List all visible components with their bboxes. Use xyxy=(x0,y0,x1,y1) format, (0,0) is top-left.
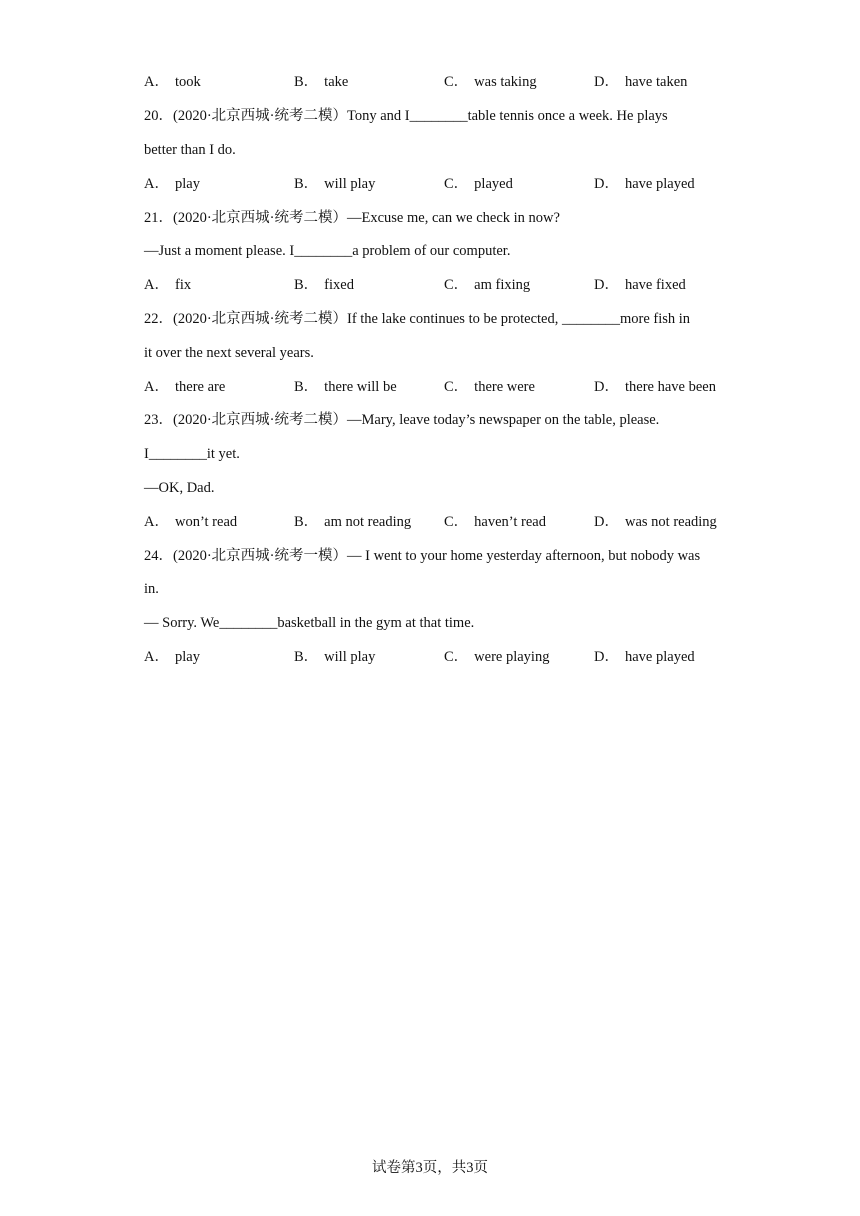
option-letter: D． xyxy=(594,379,619,395)
q22-option-c xyxy=(444,377,535,397)
q22-option-b xyxy=(294,377,397,397)
q22-option-d xyxy=(594,377,716,397)
q21-option-b xyxy=(294,275,354,295)
q20-stem-line-2: better than I do. xyxy=(144,142,236,158)
option-letter: D． xyxy=(594,277,619,293)
option-letter: A． xyxy=(144,514,169,530)
option-text: fixed xyxy=(324,277,354,293)
option-letter: A． xyxy=(144,176,169,192)
option-text: there were xyxy=(474,379,535,395)
option-letter: D． xyxy=(594,74,619,90)
option-text: play xyxy=(174,176,200,192)
q22-stem-line-2: it over the next several years. xyxy=(144,345,314,361)
option-letter: C． xyxy=(444,277,469,293)
q22-option-a xyxy=(144,377,225,397)
q24-option-c xyxy=(444,647,549,667)
q24-option-d xyxy=(594,647,695,667)
option-text: there have been xyxy=(624,379,716,395)
q21-option-d xyxy=(594,275,686,295)
option-text: will play xyxy=(324,649,376,665)
q19-option-c xyxy=(444,72,537,92)
option-text: fix xyxy=(174,277,192,293)
q23-option-b xyxy=(294,512,411,532)
q22-stem-line-1: 22．(2020·北京西城·统考二模）If the lake continues to be protected, ________more fish in xyxy=(144,311,691,327)
option-letter: A． xyxy=(144,649,169,665)
option-text: am not reading xyxy=(324,514,412,530)
option-letter: A． xyxy=(144,74,169,90)
q21-stem-line-1: 21．(2020·北京西城·统考二模）—Excuse me, can we check in now? xyxy=(144,210,560,226)
page-footer: 试卷第3页，共3页 xyxy=(372,1160,488,1176)
option-text: there will be xyxy=(324,379,397,395)
q20-option-b xyxy=(294,174,375,194)
q24-stem-line-2: in. xyxy=(144,581,159,597)
q24-stem-line-3: — Sorry. We________basketball in the gym at that time. xyxy=(144,615,475,631)
option-letter: C． xyxy=(444,649,469,665)
q23-option-d xyxy=(594,512,717,532)
q24-option-b xyxy=(294,647,375,667)
option-text: haven’t read xyxy=(474,514,546,530)
option-text: take xyxy=(324,74,349,90)
option-letter: A． xyxy=(144,277,169,293)
option-letter: B． xyxy=(294,379,319,395)
q21-option-c xyxy=(444,275,530,295)
option-letter: D． xyxy=(594,649,619,665)
option-letter: D． xyxy=(594,176,619,192)
q23-stem-line-2: I________it yet. xyxy=(144,446,240,462)
option-letter: B． xyxy=(294,74,319,90)
q24-option-a xyxy=(144,647,200,667)
option-letter: B． xyxy=(294,176,319,192)
q23-stem-line-3: —OK, Dad. xyxy=(144,480,215,496)
option-text: played xyxy=(474,176,513,192)
q21-stem-line-2: —Just a moment please. I________a problem of our computer. xyxy=(144,243,511,259)
q20-stem-line-1: 20．(2020·北京西城·统考二模）Tony and I________table tennis once a week. He plays xyxy=(144,108,668,124)
option-letter: C． xyxy=(444,176,469,192)
option-text: have taken xyxy=(624,74,688,90)
option-letter: B． xyxy=(294,277,319,293)
option-letter: B． xyxy=(294,514,319,530)
option-text: was not reading xyxy=(624,514,717,530)
option-letter: B． xyxy=(294,649,319,665)
q23-option-c xyxy=(444,512,546,532)
option-text: will play xyxy=(324,176,376,192)
q20-option-a xyxy=(144,174,200,194)
option-letter: C． xyxy=(444,514,469,530)
option-text: was taking xyxy=(474,74,537,90)
q23-stem-line-1: 23．(2020·北京西城·统考二模）—Mary, leave today’s newspaper on the table, please. xyxy=(144,412,660,428)
option-text: have fixed xyxy=(624,277,686,293)
option-text: there are xyxy=(174,379,226,395)
option-text: have played xyxy=(624,176,695,192)
q19-option-d xyxy=(594,72,687,92)
option-letter: C． xyxy=(444,379,469,395)
q19-option-a xyxy=(144,72,201,92)
option-letter: D． xyxy=(594,514,619,530)
option-letter: A． xyxy=(144,379,169,395)
option-text: am fixing xyxy=(474,277,531,293)
option-text: play xyxy=(174,649,200,665)
q23-option-a xyxy=(144,512,237,532)
q24-stem-line-1: 24．(2020·北京西城·统考一模）— I went to your home yesterday afternoon, but nobody was xyxy=(144,548,701,564)
option-text: took xyxy=(174,74,201,90)
option-text: won’t read xyxy=(174,514,238,530)
q19-option-b xyxy=(294,72,348,92)
option-text: were playing xyxy=(474,649,550,665)
option-text: have played xyxy=(624,649,695,665)
q20-option-d xyxy=(594,174,695,194)
option-letter: C． xyxy=(444,74,469,90)
q21-option-a xyxy=(144,275,191,295)
q20-option-c xyxy=(444,174,513,194)
